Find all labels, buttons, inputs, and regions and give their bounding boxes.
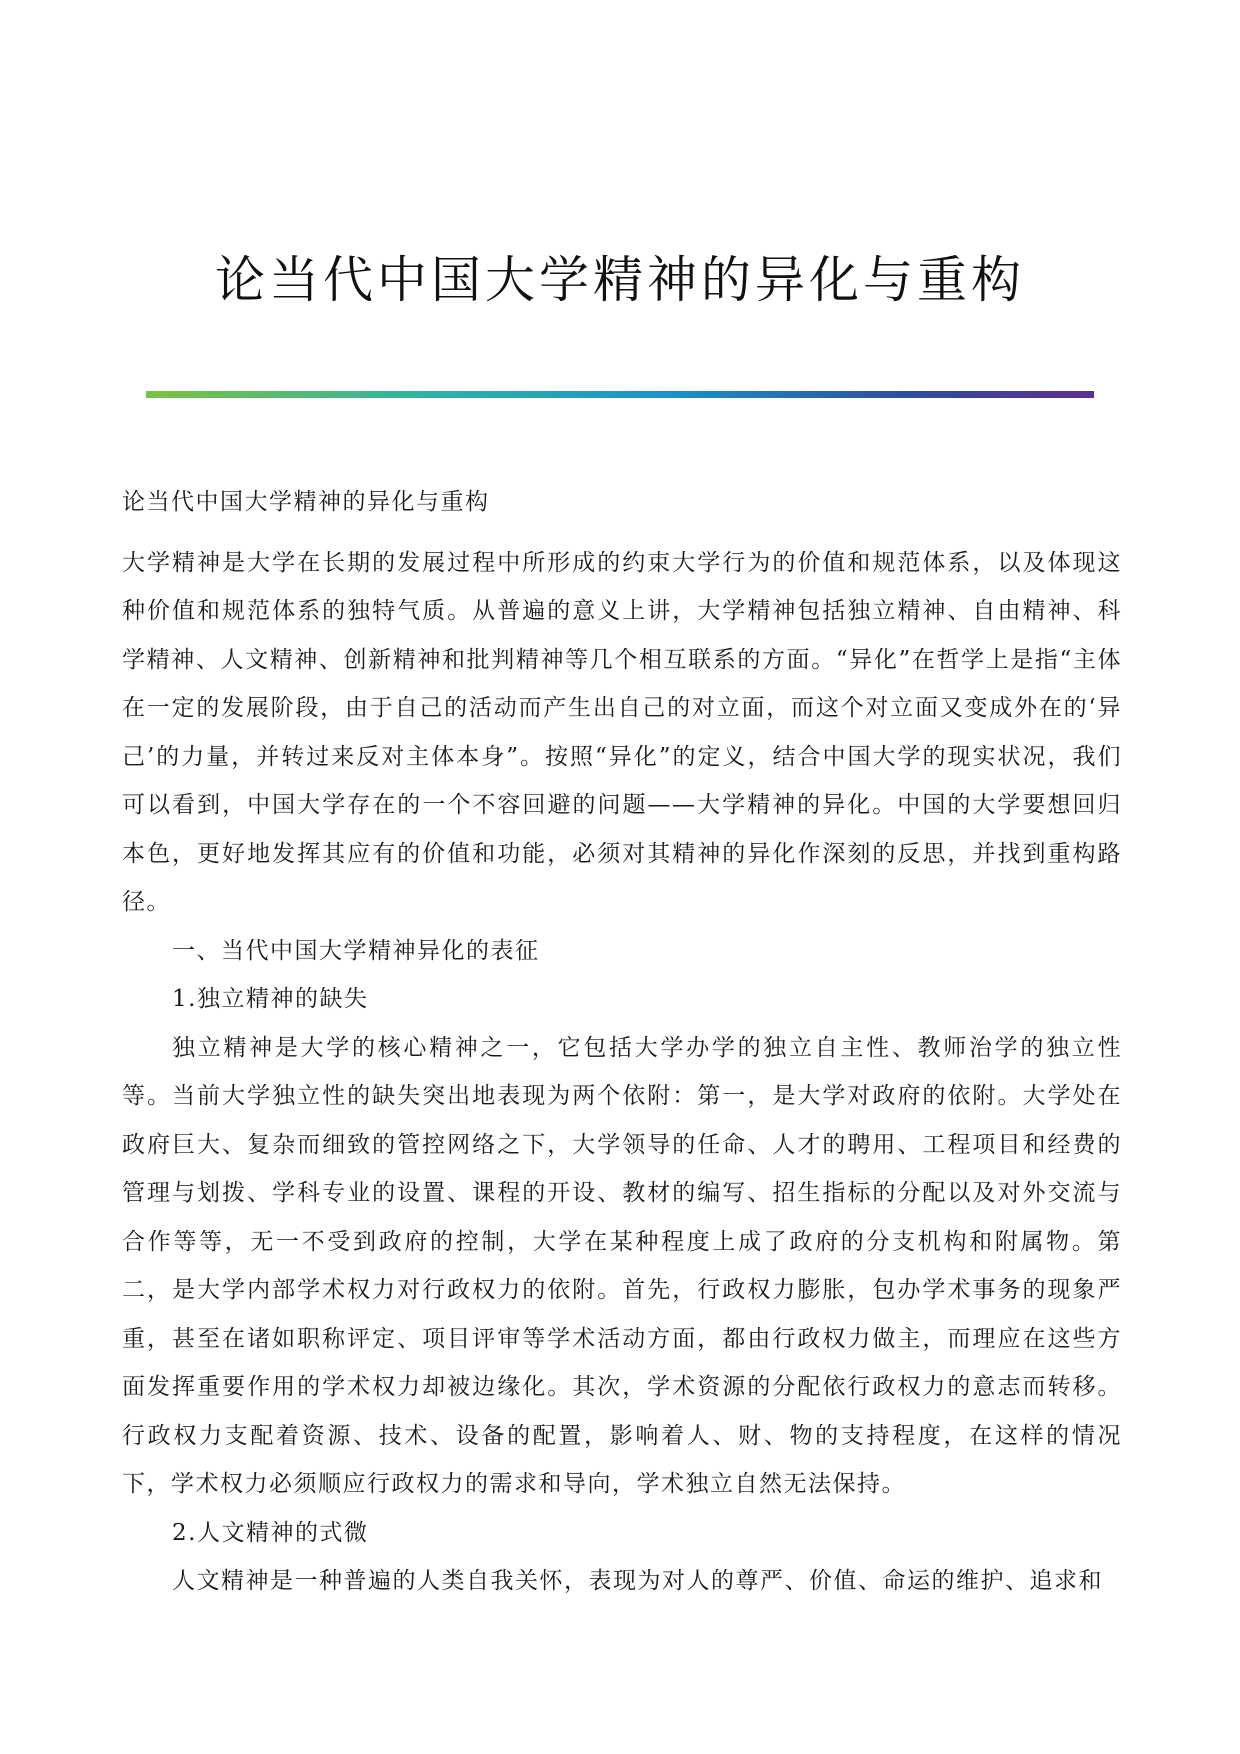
intro-paragraph: 大学精神是大学在长期的发展过程中所形成的约束大学行为的价值和规范体系，以及体现这种价值和规范体系的独特气质。从普遍的意义上讲，大学精神包括独立精神、自由精神、科学精神、人文精神、创新精神和批判精神等几个相互联系的方面。“异化”在哲学上是指“主体在一定的发展阶段，由于自己的活动而产生出自己的对立面，而这个对立面又变成外在的‘异己’的力量，并转过来反对主体本身”。按照“异化”的定义，结合中国大学的现实状况，我们可以看到，中国大学存在的一个不容回避的问题——大学精神的异化。中国的大学要想回归本色，更好地发挥其应有的价值和功能，必须对其精神的异化作深刻的反思，并找到重构路径。 xyxy=(122,549,1122,915)
subsection-heading-2: 2.人文精神的式微 xyxy=(172,1519,369,1546)
title-divider xyxy=(146,391,1094,398)
document-title: 论当代中国大学精神的异化与重构 xyxy=(215,251,1025,309)
subsection-heading-1: 1.独立精神的缺失 xyxy=(172,986,369,1012)
subsection-body-2: 人文精神是一种普遍的人类自我关怀，表现为对人的尊严、价值、命运的维护、追求和 xyxy=(172,1568,1103,1594)
section-heading-1: 一、当代中国大学精神异化的表征 xyxy=(172,937,540,964)
subsection-body-1: 独立精神是大学的核心精神之一，它包括大学办学的独立自主性、教师治学的独立性等。当前大学独立性的缺失突出地表现为两个依附：第一，是大学对政府的依附。大学处在政府巨大、复杂而细致的管控网络之下，大学领导的任命、人才的聘用、工程项目和经费的管理与划拨、学科专业的设置、课程的开设、教材的编写、招生指标的分配以及对外交流与合作等等，无一不受到政府的控制，大学在某种程度上成了政府的分支机构和附属物。第二，是大学内部学术权力对行政权力的依附。首先，行政权力膨胀，包办学术事务的现象严重，甚至在诸如职称评定、项目评审等学术活动方面，都由行政权力做主，而理应在这些方面发挥重要作用的学术权力却被边缘化。其次，学术资源的分配依行政权力的意志而转移。行政权力支配着资源、技术、设备的配置，影响着人、财、物的支持程度，在这样的情况下，学术权力必须顺应行政权力的需求和导向，学术独立自然无法保持。 xyxy=(122,1034,1122,1497)
document-body xyxy=(122,478,1122,1606)
article-subtitle: 论当代中国大学精神的异化与重构 xyxy=(122,489,490,515)
